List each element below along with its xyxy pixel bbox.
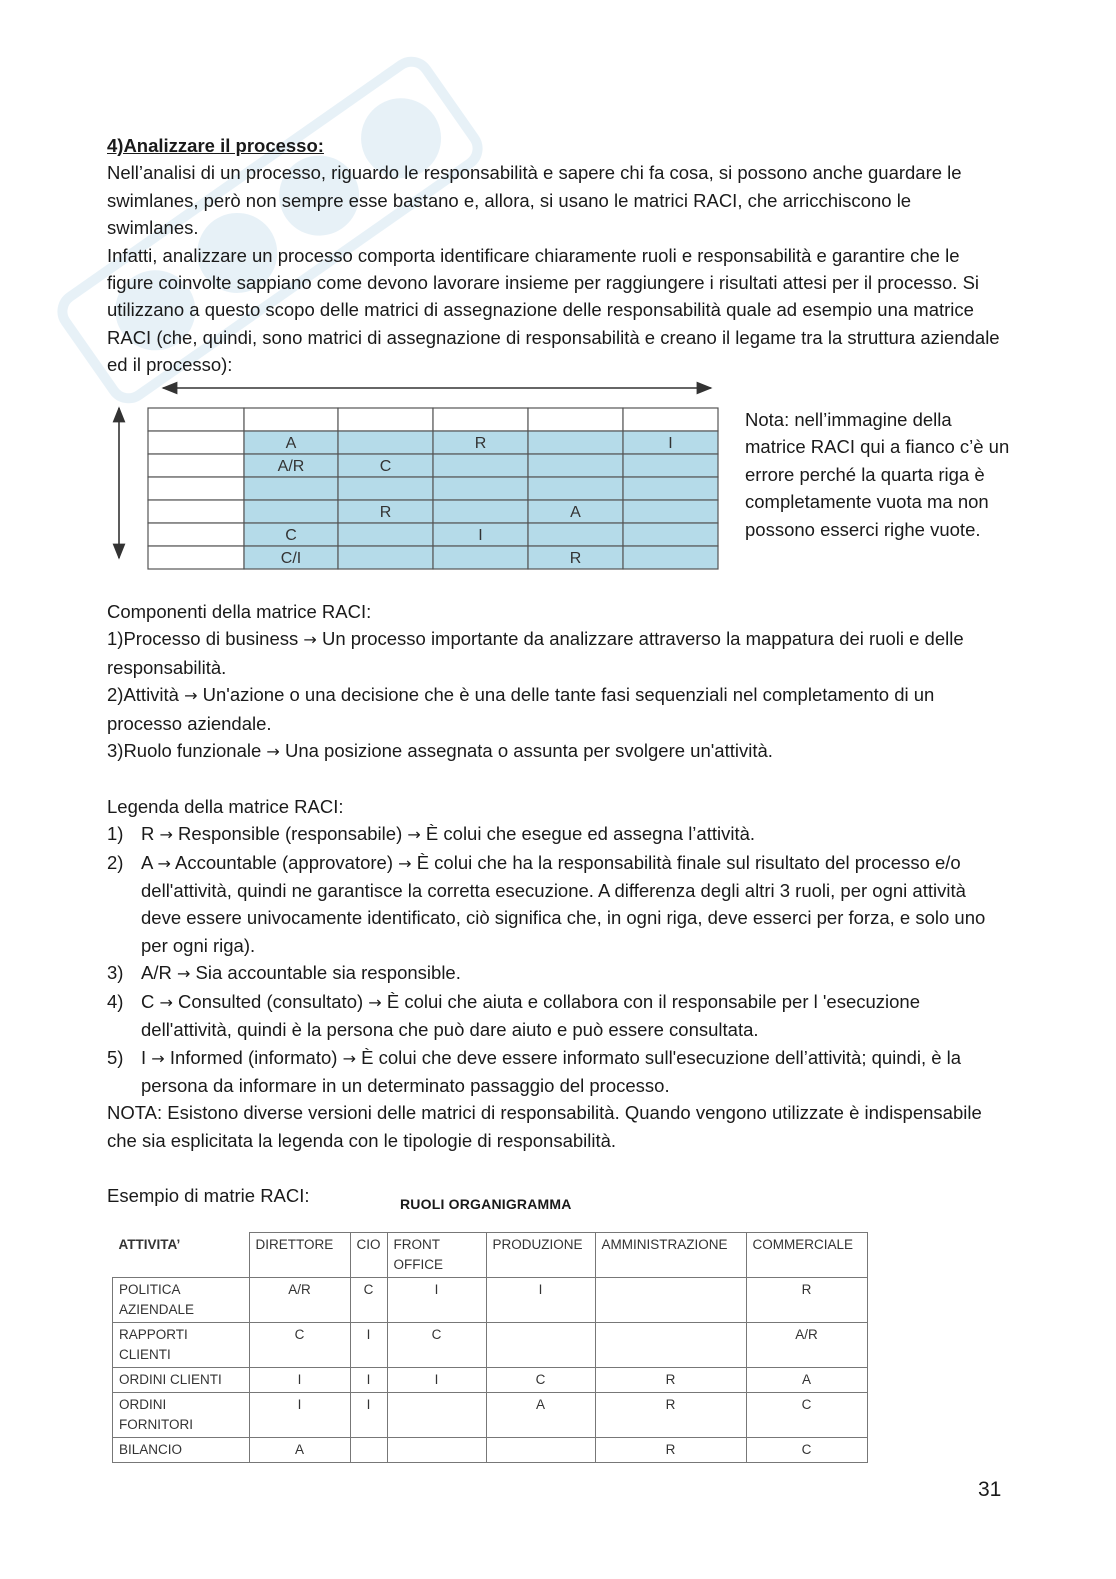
raci-cell: [387, 1393, 486, 1438]
arrow-icon: →: [176, 964, 191, 984]
diagram-cell: [148, 408, 244, 431]
arrow-icon: →: [159, 825, 173, 845]
diagram-cell: [338, 523, 433, 546]
diagram-cell-label: A: [285, 435, 297, 452]
raci-cell: A/R: [746, 1323, 867, 1368]
activity-cell: ORDINI CLIENTI: [113, 1368, 250, 1393]
column-header: DIRETTORE: [249, 1233, 350, 1278]
column-header: COMMERCIALE: [746, 1233, 867, 1278]
component-item: 2)Attività → Un'azione o una decisione che è una delle tante fasi sequenziali nel completamento di un processo aziendale.: [107, 684, 935, 734]
arrow-icon: →: [157, 853, 171, 873]
diagram-cell-label: R: [569, 550, 582, 567]
diagram-cell: [433, 408, 528, 431]
column-header: PRODUZIONE: [486, 1233, 595, 1278]
diagram-cell-label: C: [285, 527, 297, 544]
arrow-icon: →: [407, 825, 421, 845]
arrow-icon: →: [266, 742, 280, 762]
diagram-cell: [623, 454, 718, 477]
column-header: AMMINISTRAZIONE: [595, 1233, 746, 1278]
activity-cell: BILANCIO: [113, 1438, 250, 1463]
raci-cell: C: [486, 1368, 595, 1393]
column-header: CIO: [350, 1233, 387, 1278]
raci-cell: I: [350, 1323, 387, 1368]
diagram-cell: [244, 500, 338, 523]
diagram-cell: [623, 408, 718, 431]
raci-cell: A: [249, 1438, 350, 1463]
diagram-cell: [148, 477, 244, 500]
raci-cell: A/R: [249, 1278, 350, 1323]
example-raci-table: [112, 1232, 868, 1463]
raci-cell: R: [595, 1393, 746, 1438]
legend-item: 3) A/R → Sia accountable sia responsible.: [107, 962, 461, 984]
diagram-cell-label: I: [668, 435, 673, 452]
raci-cell: I: [249, 1393, 350, 1438]
legend-item: 2) A → Accountable (approvatore) → È colui che ha la responsabilità finale sul risultato del processo e/o dell'attività, quindi ne garantisce la corretta esecuzione. A differenza degli altri 3 ruoli, per ogni attività deve essere univocamente identificato, ciò significa che, in ogni riga, deve esserci per forza, e solo uno per ogni riga).: [107, 851, 986, 956]
activity-cell: POLITICA AZIENDALE: [113, 1278, 250, 1323]
raci-cell: [595, 1323, 746, 1368]
nota-paragraph: NOTA: Esistono diverse versioni delle matrici di responsabilità. Quando vengono utilizzate è indispensabile che sia esplicitata la legenda con le tipologie di responsabilità.: [107, 1102, 982, 1151]
table-row: [113, 1438, 868, 1463]
diagram-cell: [244, 408, 338, 431]
raci-cell: R: [595, 1368, 746, 1393]
raci-cell: I: [387, 1368, 486, 1393]
raci-cell: A: [746, 1368, 867, 1393]
arrow-icon: →: [368, 992, 382, 1012]
arrow-icon: →: [184, 686, 198, 706]
components-heading: Componenti della matrice RACI:: [107, 601, 372, 622]
example-header: RUOLI ORGANIGRAMMA: [400, 1196, 572, 1212]
raci-cell: [486, 1438, 595, 1463]
arrow-icon: →: [151, 1048, 165, 1068]
diagram-cell: [148, 523, 244, 546]
raci-cell: [350, 1438, 387, 1463]
raci-cell: [595, 1278, 746, 1323]
diagram-cell: [623, 477, 718, 500]
column-header: FRONT OFFICE: [387, 1233, 486, 1278]
diagram-cell: [338, 431, 433, 454]
diagram-cell: [148, 431, 244, 454]
activity-cell: RAPPORTI CLIENTI: [113, 1323, 250, 1368]
raci-cell: I: [350, 1393, 387, 1438]
diagram-cell-label: A: [570, 504, 581, 521]
raci-cell: I: [249, 1368, 350, 1393]
diagram-cell: [528, 408, 623, 431]
intro-paragraph-1: Nell’analisi di un processo, riguardo le responsabilità e sapere chi fa cosa, si possono anche guardare le swimlanes, però non sempre esse bastano e, allora, si usano le matrici RACI, che arricchiscono le swimlanes.: [107, 162, 962, 239]
diagram-cell: [433, 477, 528, 500]
raci-cell: I: [486, 1278, 595, 1323]
legend-item: 4) C → Consulted (consultato) → È colui che aiuta e collabora con il responsabile per l 'esecuzione dell'attività, quindi è la persona che può dare aiuto e può essere consultata.: [107, 990, 921, 1041]
activity-cell: ORDINI FORNITORI: [113, 1393, 250, 1438]
raci-cell: C: [350, 1278, 387, 1323]
diagram-cell: [528, 523, 623, 546]
raci-cell: [387, 1438, 486, 1463]
diagram-cell: [433, 454, 528, 477]
raci-cell: A: [486, 1393, 595, 1438]
diagram-cell: [338, 546, 433, 569]
raci-cell: C: [249, 1323, 350, 1368]
table-row: [113, 1393, 868, 1438]
page-number: 31: [978, 1478, 1002, 1501]
diagram-cell-label: C: [379, 458, 392, 475]
table-header-row: [113, 1233, 868, 1278]
diagram-cell-label: A/R: [277, 458, 305, 475]
diagram-cell: [623, 546, 718, 569]
section-intro: [107, 132, 1007, 379]
diagram-note: Nota: nell’immagine della matrice RACI qui a fianco c’è un errore perché la quarta riga è completamente vuota ma non possono esserci righe vuote.: [745, 409, 1010, 540]
raci-cell: I: [350, 1368, 387, 1393]
raci-cell: C: [746, 1438, 867, 1463]
diagram-cell: [623, 500, 718, 523]
table-row: [113, 1368, 868, 1393]
diagram-cell: [148, 454, 244, 477]
arrow-icon: →: [303, 630, 317, 650]
column-header: ATTIVITA’: [113, 1233, 250, 1278]
diagram-cell: [433, 500, 528, 523]
component-item: 1)Processo di business → Un processo importante da analizzare attraverso la mappatura dei ruoli e delle responsabilità.: [107, 628, 964, 678]
raci-cell: [486, 1323, 595, 1368]
diagram-cell-label: I: [478, 527, 483, 544]
legend-item: 5) I → Informed (informato) → È colui che deve essere informato sull'esecuzione dell’attività; quindi, è la persona da informare in un determinato passaggio del processo.: [107, 1046, 962, 1096]
section-title: 4)Analizzare il processo:: [107, 135, 324, 156]
diagram-cell: [338, 477, 433, 500]
arrow-icon: →: [342, 1048, 356, 1068]
table-row: [113, 1323, 868, 1368]
raci-diagram: [107, 378, 727, 574]
example-intro: Esempio di matrie RACI:: [107, 1184, 310, 1206]
raci-cell: R: [746, 1278, 867, 1323]
diagram-cell-label: C/I: [280, 550, 302, 567]
diagram-cell: [623, 523, 718, 546]
diagram-cell-label: R: [474, 435, 487, 452]
arrow-icon: →: [159, 992, 173, 1012]
diagram-cell: [244, 477, 338, 500]
diagram-cell: [338, 408, 433, 431]
diagram-cell: [528, 477, 623, 500]
intro-paragraph-2: Infatti, analizzare un processo comporta identificare chiaramente ruoli e responsabilità e garantire che le figure coinvolte sappiano come devono lavorare insieme per raggiungere i risultati attesi per il processo. Si utilizzano a questo scopo delle matrici di assegnazione delle responsabilità quale ad esempio una matrice RACI (che, quindi, sono matrici di assegnazione di responsabilità e creano il legame tra la struttura aziendale ed il processo):: [107, 244, 1000, 376]
diagram-cell: [528, 454, 623, 477]
component-item: 3)Ruolo funzionale → Una posizione assegnata o assunta per svolgere un'attività.: [107, 740, 773, 762]
legend-item: 1) R → Responsible (responsabile) → È colui che esegue ed assegna l’attività.: [107, 823, 756, 845]
diagram-cell-label: R: [379, 504, 392, 521]
raci-cell: C: [387, 1323, 486, 1368]
raci-cell: I: [387, 1278, 486, 1323]
diagram-cell: [433, 546, 528, 569]
raci-cell: R: [595, 1438, 746, 1463]
arrow-icon: →: [398, 853, 412, 873]
raci-cell: C: [746, 1393, 867, 1438]
diagram-cell: [528, 431, 623, 454]
diagram-cell: [148, 500, 244, 523]
table-row: [113, 1278, 868, 1323]
legend-heading: Legenda della matrice RACI:: [107, 795, 344, 817]
diagram-cell: [148, 546, 244, 569]
components-section: [107, 598, 1007, 1209]
